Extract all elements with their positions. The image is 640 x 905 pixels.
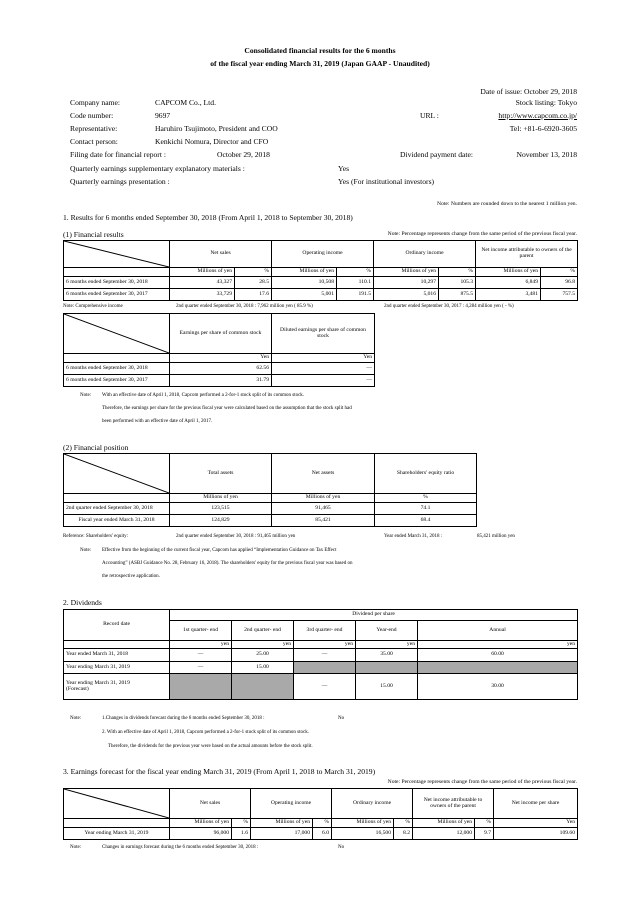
eps-note-1: With an effective date of April 1, 2018, Capcom performed a 2-for-1 stock split of its common stock.	[102, 393, 305, 398]
cell: 105.3	[439, 277, 476, 289]
table-row	[64, 674, 578, 700]
financial-position-subheading: (2) Financial position	[63, 443, 129, 452]
row-label: 6 months ended September 30, 2018	[64, 363, 170, 375]
col-operating-income: Operating income	[272, 241, 374, 268]
cell: 757.5	[541, 289, 578, 301]
reference-label: Reference: Shareholders' equity:	[63, 534, 129, 539]
col-2q: 2nd quarter- end	[232, 621, 294, 641]
cell: 85,421	[272, 515, 375, 527]
dividends-note-1: 1.Changes in dividends forecast during the 6 months ended September 30, 2018 :	[102, 716, 265, 721]
pct-unit: %	[337, 268, 374, 277]
cell: ―	[170, 649, 232, 662]
cell: 96,000	[170, 828, 232, 840]
cell: ―	[170, 662, 232, 674]
position-note-1: Effective from the beginning of the current fiscal year, Capcom has applied “Implementation Guidance on Tax Effect	[102, 548, 337, 553]
comprehensive-income-2017: 2nd quarter ended September 30, 2017 : 4,284 million yen ( - %)	[384, 304, 514, 309]
reference-2017-value: 85,421 million yen	[477, 534, 515, 539]
pct-unit: %	[394, 819, 413, 828]
row-label	[64, 674, 170, 700]
dividends-heading: 2. Dividends	[63, 598, 102, 607]
forecast-pct-note: Note: Percentage represents change from the same period of the previous fiscal year.	[387, 779, 577, 785]
position-note-2: Accounting” (ASBJ Guidance No. 28, February 16, 2018). The shareholders' equity for the previous fiscal year was based on	[102, 561, 353, 566]
row-label: Year ending March 31, 2019	[64, 662, 170, 674]
col-total-assets: Total assets	[170, 454, 272, 494]
row-label: Year ended March 31, 2018	[64, 649, 170, 662]
col-eps: Earnings per share of common stock	[170, 314, 272, 354]
row-label: Fiscal year ended March 31, 2018	[64, 515, 170, 527]
forecast-note-value: No	[338, 845, 345, 850]
header-diagonal-cell	[64, 314, 170, 354]
row-label: 6 months ended September 30, 2018	[64, 277, 170, 289]
unit: Millions of yen	[170, 494, 272, 503]
empty-cell	[170, 674, 232, 700]
unit: Millions of yen	[251, 819, 313, 828]
cell: 124,829	[170, 515, 272, 527]
cell: 68.4	[375, 515, 477, 527]
representative: Haruhiro Tsujimoto, President and COO	[155, 124, 278, 133]
reference-2017-label: Year ended March 31, 2018 :	[384, 534, 443, 539]
col-year-end: Year-end	[356, 621, 418, 641]
empty-cell	[418, 662, 578, 674]
section1-heading: 1. Results for 6 months ended September 30, 2018 (From April 1, 2018 to September 30, 2018)	[63, 213, 353, 222]
cell: 6,849	[476, 277, 541, 289]
dividend-date: November 13, 2018	[516, 150, 577, 159]
empty-cell	[356, 662, 418, 674]
pct-unit: %	[375, 494, 477, 503]
cell: 33,729	[170, 289, 235, 301]
company-url-link[interactable]: http://www.capcom.co.jp/	[498, 111, 577, 120]
dividend-per-share-header: Dividend per share	[170, 610, 578, 621]
table-row	[64, 363, 375, 375]
table-row	[64, 277, 578, 289]
cell: 8.2	[394, 828, 413, 840]
comprehensive-income-2018: 2nd quarter ended September 30, 2018 : 7,962 million yen ( 85.9 %)	[176, 304, 313, 309]
cell: 1.6	[232, 828, 251, 840]
cell: ―	[272, 375, 375, 387]
supplementary-label: Quarterly earnings supplementary explanatory materials :	[70, 164, 245, 173]
col-net-sales: Net sales	[170, 789, 251, 819]
dividends-note-label: Note:	[70, 716, 82, 721]
col-operating-income: Operating income	[251, 789, 332, 819]
cell: 191.5	[337, 289, 374, 301]
row-label-line2: (Forecast)	[66, 685, 89, 692]
contact-person: Kenkichi Nomura, Director and CFO	[155, 137, 269, 146]
dividends-table	[63, 609, 578, 700]
col-net-income: Net income attributable to owners of the parent	[413, 789, 494, 819]
cell: 17,000	[251, 828, 313, 840]
col-1q: 1st quarter- end	[170, 621, 232, 641]
cell: 3,481	[476, 289, 541, 301]
row-label: 6 months ended September 30, 2017	[64, 289, 170, 301]
company-name-label: Company name:	[70, 98, 120, 107]
filing-date: October 29, 2018	[217, 150, 270, 159]
cell: 110.1	[337, 277, 374, 289]
forecast-note-label: Note:	[70, 845, 82, 850]
cell: 15.00	[356, 674, 418, 700]
yen-unit: Yen	[272, 354, 375, 363]
eps-note-3: been performed with an effective date of April 1, 2017.	[102, 419, 213, 424]
code-number: 9697	[155, 111, 171, 120]
col-3q: 3rd quarter- end	[294, 621, 356, 641]
cell: 62.56	[170, 363, 272, 375]
empty-cell	[232, 674, 294, 700]
supplementary-value: Yes	[338, 164, 350, 173]
cell: 30.00	[418, 674, 578, 700]
date-of-issue: Date of issue: October 29, 2018	[480, 87, 577, 96]
col-diluted-eps: Diluted earnings per share of common stock	[272, 314, 375, 354]
row-label: 6 months ended September 30, 2017	[64, 375, 170, 387]
cell: 123,515	[170, 503, 272, 515]
yen-unit: Yen	[170, 354, 272, 363]
unit: Millions of yen	[272, 494, 375, 503]
pct-unit: %	[439, 268, 476, 277]
table-row	[64, 289, 578, 301]
cell: 28.5	[235, 277, 272, 289]
row-label: 2nd quarter ended September 30, 2018	[64, 503, 170, 515]
unit: Millions of yen	[413, 819, 475, 828]
cell: 9.7	[475, 828, 494, 840]
cell: 5,016	[374, 289, 439, 301]
cell: 10,508	[272, 277, 337, 289]
yen-unit: Yen	[494, 819, 578, 828]
cell: ―	[272, 363, 375, 375]
presentation-label: Quarterly earnings presentation :	[70, 177, 170, 186]
position-note-3: the retrospective application.	[102, 574, 160, 579]
unit: Millions of yen	[476, 268, 541, 277]
col-ordinary-income: Ordinary income	[374, 241, 476, 268]
table-row	[64, 828, 578, 840]
dividends-note-3: Therefore, the dividends for the previous year were based on the actual amounts before the stock split.	[108, 744, 313, 749]
forecast-table	[63, 788, 578, 840]
reference-2018: 2nd quarter ended September 30, 2018 : 91,465 million yen	[176, 534, 296, 539]
eps-note-label: Note:	[80, 393, 92, 398]
financial-position-table	[63, 453, 477, 527]
yen-unit: yen	[294, 641, 356, 649]
dividends-note-1-value: No	[338, 716, 345, 721]
financial-results-subheading: (1) Financial results	[63, 230, 124, 239]
cell: 96.8	[541, 277, 578, 289]
header-diagonal-cell	[64, 789, 170, 819]
representative-label: Representative:	[70, 124, 118, 133]
col-net-income: Net income attributable to owners of the parent	[476, 241, 578, 268]
pct-unit: %	[541, 268, 578, 277]
forecast-heading: 3. Earnings forecast for the fiscal year ending March 31, 2019 (From April 1, 2018 to March 31, 2019)	[63, 767, 376, 776]
unit: Millions of yen	[332, 819, 394, 828]
col-net-income-per-share: Net income per share	[494, 789, 578, 819]
cell: 60.00	[418, 649, 578, 662]
cell: 74.1	[375, 503, 477, 515]
cell: ―	[294, 649, 356, 662]
header-diagonal-cell	[64, 241, 170, 268]
cell: 6.0	[313, 828, 332, 840]
pct-unit: %	[232, 819, 251, 828]
cell: 25.00	[232, 649, 294, 662]
dividends-note-2: 2. With an effective date of April 1, 2018, Capcom performed a 2-for-1 stock split of its common stock.	[102, 730, 309, 735]
table-row	[64, 515, 477, 527]
document-title-line2: of the fiscal year ending March 31, 2019 (Japan GAAP - Unaudited)	[210, 59, 430, 68]
position-note-label: Note:	[80, 548, 92, 553]
col-ordinary-income: Ordinary income	[332, 789, 413, 819]
yen-unit: yen	[170, 641, 232, 649]
cell: 875.5	[439, 289, 476, 301]
unit: Millions of yen	[374, 268, 439, 277]
pct-unit: %	[235, 268, 272, 277]
cell: 43,327	[170, 277, 235, 289]
cell: 5,001	[272, 289, 337, 301]
stock-listing: Stock listing: Tokyo	[515, 98, 577, 107]
dividend-date-label: Dividend payment date:	[400, 150, 473, 159]
yen-unit: yen	[356, 641, 418, 649]
row-label-line1: Year ending March 31, 2019	[66, 679, 130, 686]
cell: 15.00	[232, 662, 294, 674]
comprehensive-income-note: Note: Comprehensive income	[63, 304, 123, 309]
unit: Millions of yen	[170, 819, 232, 828]
cell: 31.79	[170, 375, 272, 387]
yen-unit: yen	[418, 641, 578, 649]
cell: 35.00	[356, 649, 418, 662]
yen-unit: yen	[232, 641, 294, 649]
pct-unit: %	[475, 819, 494, 828]
pct-unit: %	[313, 819, 332, 828]
company-name: CAPCOM Co., Ltd.	[155, 98, 216, 107]
header-diagonal-cell	[64, 454, 170, 494]
cell: ―	[294, 674, 356, 700]
forecast-note: Changes in earnings forecast during the 6 months ended September 30, 2018 :	[102, 845, 259, 850]
table-row	[64, 662, 578, 674]
pct-note: Note: Percentage represents change from the same period of the previous fiscal year.	[387, 231, 577, 237]
col-annual: Annual	[418, 621, 578, 641]
presentation-value: Yes (For institutional investors)	[338, 177, 435, 186]
cell: 12,000	[413, 828, 475, 840]
cell: 17.6	[235, 289, 272, 301]
eps-table	[63, 313, 375, 387]
telephone: Tel: +81-6-6920-3605	[509, 124, 577, 133]
cell: 10,297	[374, 277, 439, 289]
financial-results-table	[63, 240, 578, 301]
table-row	[64, 503, 477, 515]
filing-date-label: Filing date for financial report :	[70, 150, 166, 159]
url-label: URL :	[420, 111, 439, 120]
record-date-header: Record date	[64, 610, 170, 641]
col-net-assets: Net assets	[272, 454, 375, 494]
cell: 109.60	[494, 828, 578, 840]
unit: Millions of yen	[272, 268, 337, 277]
col-equity-ratio: Shareholders' equity ratio	[375, 454, 477, 494]
code-label: Code number:	[70, 111, 114, 120]
unit: Millions of yen	[170, 268, 235, 277]
rounding-note: Note: Numbers are rounded down to the nearest 1 million yen.	[437, 201, 577, 207]
table-row	[64, 649, 578, 662]
cell: 91,465	[272, 503, 375, 515]
empty-cell	[294, 662, 356, 674]
eps-note-2: Therefore, the earnings per share for the previous fiscal year were calculated based on the assumption that the stock split had	[102, 406, 352, 411]
cell: 16,500	[332, 828, 394, 840]
contact-label: Contact person:	[70, 137, 118, 146]
document-title-line1: Consolidated financial results for the 6 months	[244, 46, 396, 55]
col-net-sales: Net sales	[170, 241, 272, 268]
table-row	[64, 375, 375, 387]
row-label: Year ending March 31, 2019	[64, 828, 170, 840]
